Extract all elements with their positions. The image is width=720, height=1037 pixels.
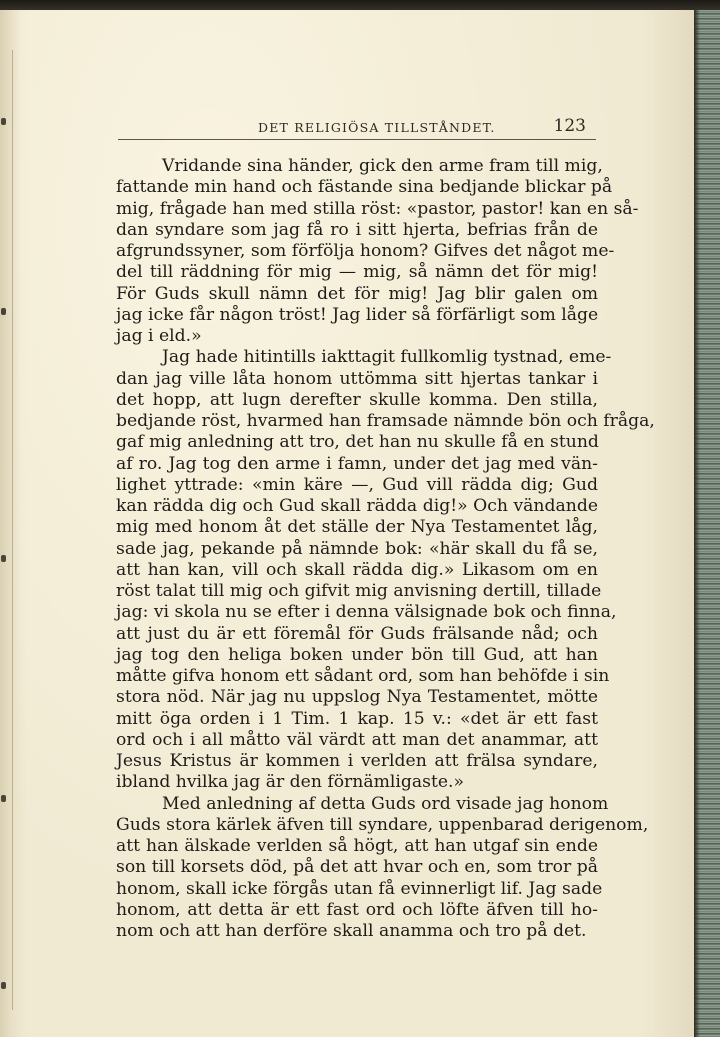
margin-speck (1, 308, 6, 315)
text-line: Jesus Kristus är kommen i verlden att frälsa syndare, (116, 751, 598, 771)
paragraph (116, 793, 649, 943)
header-rule (118, 139, 596, 140)
text-line: jag icke får någon tröst! Jag lider så förfärligt som låge (116, 304, 599, 325)
page-header (118, 116, 596, 140)
text-line: mig med honom åt det ställe der Nya Testamentet låg, (116, 517, 598, 538)
text-line: nom och att han derföre skall anamma och tro på det. (116, 921, 587, 941)
text-line: att han älskade verlden så högt, att han utgaf sin ende (116, 836, 598, 856)
text-line: Vridande sina händer, gick den arme fram till mig, (162, 156, 603, 176)
text-line: del till räddning för mig — mig, så nämn det för mig! (116, 262, 598, 283)
text-line: lighet yttrade: «min käre —, Gud vill rädda dig; Gud (116, 474, 598, 495)
text-line: ord och i all måtto väl värdt att man det anammar, att (116, 729, 598, 750)
body-text (116, 156, 655, 942)
text-line: det hopp, att lugn derefter skulle komma. Den stilla, (116, 389, 598, 410)
text-line: sade jag, pekande på nämnde bok: «här skall du få se, (116, 538, 598, 559)
text-line: kan rädda dig och Gud skall rädda dig!» Och vändande (116, 496, 598, 516)
text-line: måtte gifva honom ett sådant ord, som han behöfde i sin (116, 666, 610, 686)
text-line: Jag hade hitintills iakttagit fullkomlig tystnad, eme- (162, 347, 612, 368)
text-line: jag: vi skola nu se efter i denna välsignade bok och finna, (116, 602, 617, 623)
text-line: son till korsets död, på det att hvar och en, som tror på (116, 857, 598, 878)
page-gutter (0, 10, 20, 1037)
text-line: att han kan, vill och skall rädda dig.» Likasom om en (116, 559, 598, 580)
text-line: af ro. Jag tog den arme i famn, under det jag med vän- (116, 453, 598, 474)
text-line: mig, frågade han med stilla röst: «pastor, pastor! kan en så- (116, 198, 639, 219)
page-number: 123 (553, 116, 586, 136)
text-line: att just du är ett föremål för Guds frälsande nåd; och (116, 623, 598, 644)
text-line: dan syndare som jag få ro i sitt hjerta, befrias från de (116, 219, 598, 240)
text-line: stora nöd. När jag nu uppslog Nya Testamentet, mötte (116, 687, 598, 708)
text-line: gaf mig anledning att tro, det han nu skulle få en stund (116, 432, 599, 453)
text-line: bedjande röst, hvarmed han framsade nämnde bön och fråga, (116, 411, 655, 431)
text-line: jag i eld.» (116, 326, 202, 346)
margin-speck (1, 555, 6, 562)
text-line: röst talat till mig och gifvit mig anvisning dertill, tillade (116, 581, 602, 601)
text-line: honom, att detta är ett fast ord och löfte äfven till ho- (116, 899, 598, 920)
paragraph (116, 347, 655, 793)
scan-right-edge-shadow (694, 10, 700, 1037)
margin-speck (1, 982, 6, 989)
text-line: fattande min hand och fästande sina bedjande blickar på (116, 177, 613, 198)
text-line: honom, skall icke förgås utan få evinnerligt lif. Jag sade (116, 878, 603, 899)
text-line: mitt öga orden i 1 Tim. 1 kap. 15 v.: «det är ett fast (116, 708, 598, 729)
text-line: afgrundssyner, som förfölja honom? Gifves det något me- (116, 241, 615, 261)
text-line: dan jag ville låta honom uttömma sitt hjertas tankar i (116, 368, 598, 389)
running-title: DET RELIGIÖSA TILLSTÅNDET. (258, 120, 496, 135)
text-line: jag tog den heliga boken under bön till Gud, att han (116, 644, 598, 665)
text-line: Med anledning af detta Guds ord visade jag honom (162, 793, 609, 814)
text-line: ibland hvilka jag är den förnämligaste.» (116, 772, 465, 793)
text-line: För Guds skull nämn det för mig! Jag blir galen om (116, 283, 598, 304)
margin-speck (1, 118, 6, 125)
margin-speck (1, 795, 6, 802)
text-line: Guds stora kärlek äfven till syndare, uppenbarad derigenom, (116, 814, 649, 835)
binding-crease (12, 50, 13, 1010)
paragraph (116, 156, 639, 347)
